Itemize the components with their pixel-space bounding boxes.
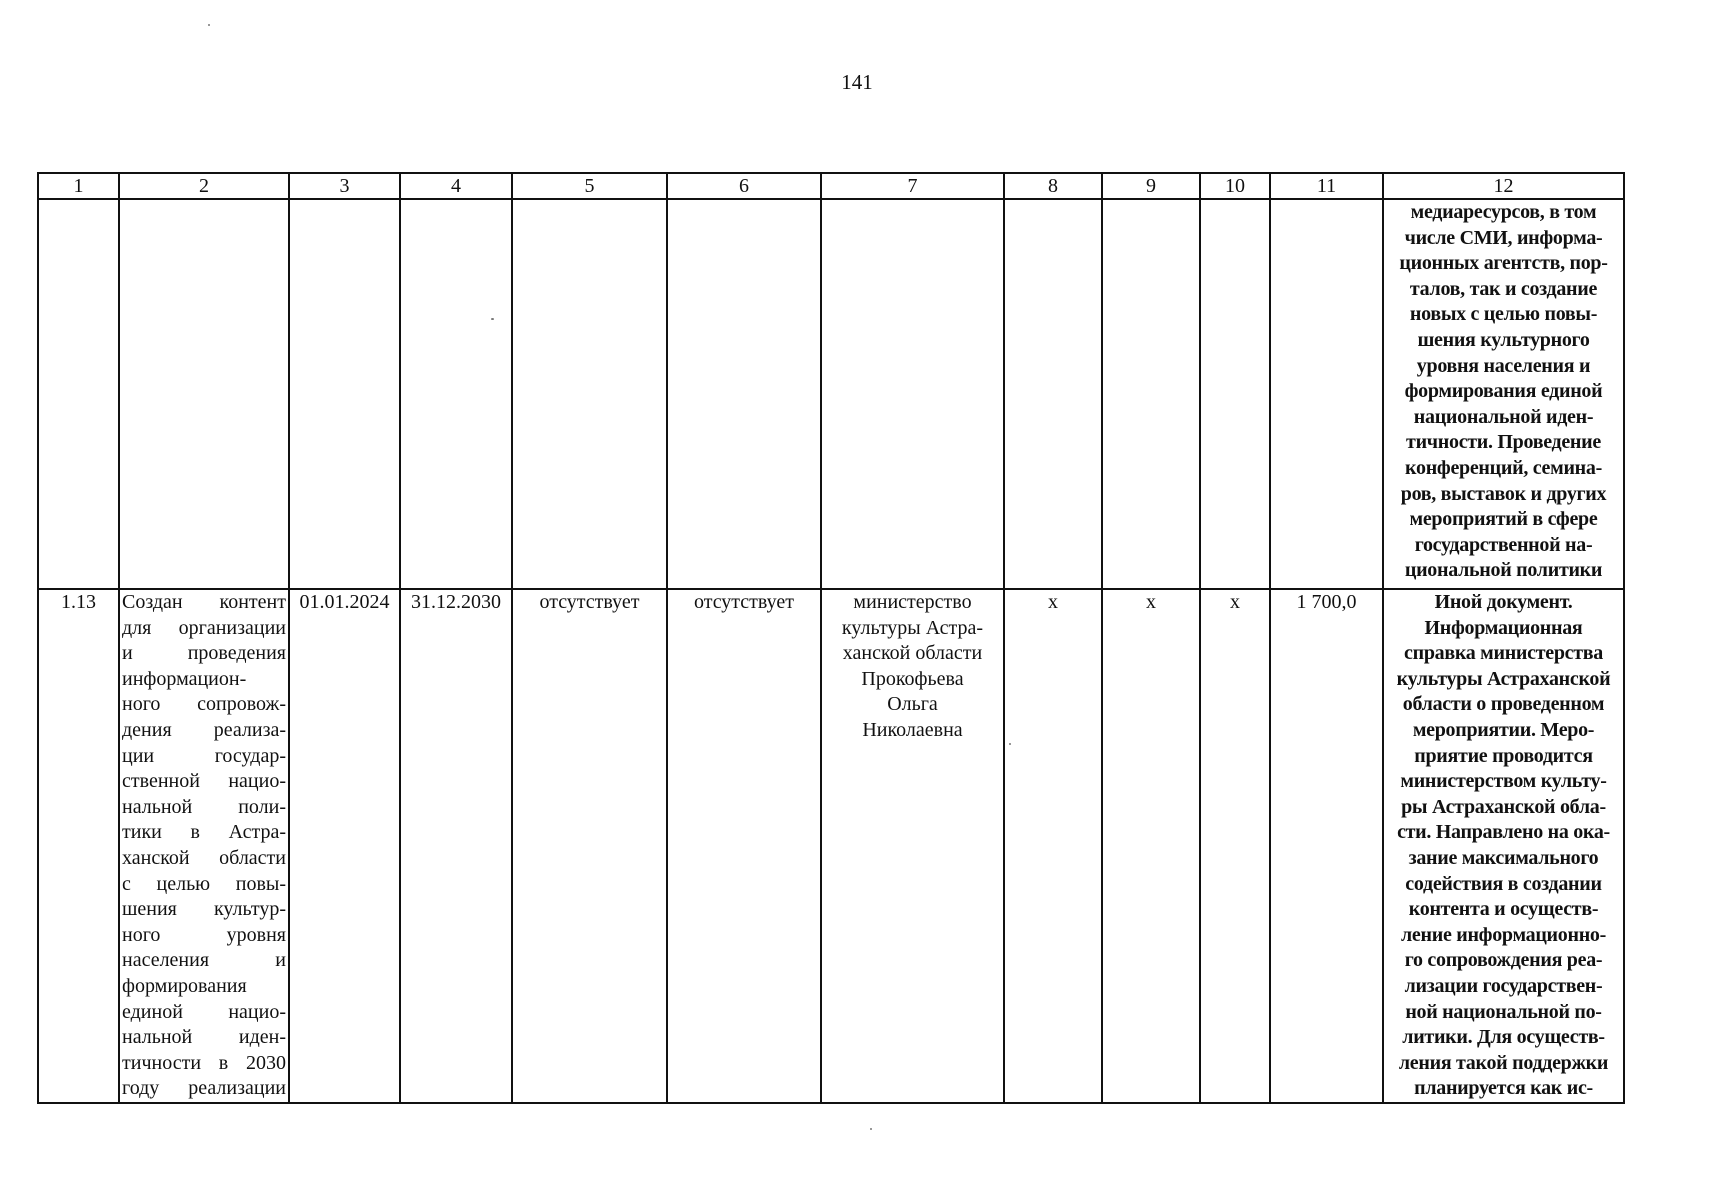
text-line: формирования (122, 974, 247, 997)
column-header-7: 7 (821, 173, 1004, 199)
column-header-6: 6 (667, 173, 821, 199)
continuation-row (38, 199, 1624, 589)
scan-speck (1009, 743, 1011, 745)
text-line: зание максимального (1408, 846, 1599, 869)
cont-cell-2 (119, 199, 289, 589)
column-number-row (38, 173, 1624, 199)
text-line: планируется как ис- (1414, 1077, 1593, 1100)
text-line: дения реализа- (122, 718, 286, 741)
scan-speck (208, 24, 210, 26)
text-line: Ольга (887, 693, 938, 716)
text-line: и проведения (122, 642, 286, 665)
plan-table (37, 172, 1625, 1104)
text-line: справка министерства (1404, 642, 1603, 665)
cont-cell-10 (1200, 199, 1270, 589)
text-line: национальной иден- (1413, 405, 1594, 428)
text-line: формирования единой (1404, 380, 1603, 403)
cont-cell-6 (667, 199, 821, 589)
text-line: Информационная (1424, 616, 1583, 639)
cont-cell-1 (38, 199, 119, 589)
text-line: ции государ- (122, 744, 286, 767)
column-header-4: 4 (400, 173, 512, 199)
text-line: Иной документ. (1434, 591, 1573, 613)
text-line: мероприятий в сфере (1409, 508, 1598, 531)
text-line: шения культурного (1417, 328, 1590, 351)
column-header-8: 8 (1004, 173, 1102, 199)
text-line: числе СМИ, информа- (1404, 226, 1603, 249)
text-line: информацион- (122, 667, 247, 690)
text-line: ления такой поддержки (1398, 1051, 1609, 1074)
text-line: медиаресурсов, в том (1410, 201, 1597, 223)
text-line: Николаевна (862, 718, 963, 741)
result-name-cell (119, 589, 289, 1103)
page-number: 141 (841, 70, 873, 94)
text-line: приятие проводится (1414, 744, 1593, 767)
cont-cell-4 (400, 199, 512, 589)
text-line: населения и (122, 949, 286, 972)
budget-value: 1 700,0 (1270, 589, 1383, 1103)
text-line: контента и осуществ- (1408, 898, 1599, 921)
text-line: ры Астраханской обла- (1401, 795, 1606, 818)
text-line: тики в Астра- (122, 821, 286, 844)
text-line: ление информационно- (1401, 923, 1606, 946)
text-line: тичности. Проведение (1406, 431, 1601, 454)
text-line: ного сопровож- (122, 693, 286, 716)
cont-cell-5 (512, 199, 667, 589)
text-line: ственной нацио- (122, 770, 286, 793)
col5-value: отсутствует (512, 589, 667, 1103)
text-line: для организации (122, 616, 286, 639)
col10-value: х (1200, 589, 1270, 1103)
text-line: министерством культу- (1400, 770, 1607, 793)
text-line: министерство (853, 591, 972, 613)
text-line: единой нацио- (122, 1000, 286, 1023)
text-line: Прокофьева (861, 667, 964, 690)
text-line: литики. Для осуществ- (1402, 1026, 1605, 1049)
column-header-3: 3 (289, 173, 400, 199)
text-line: государственной на- (1414, 533, 1593, 556)
column-header-12: 12 (1383, 173, 1624, 199)
description-cell (1383, 589, 1624, 1103)
text-line: го сопровождения реа- (1404, 949, 1603, 972)
text-line: культуры Астра- (841, 616, 984, 639)
text-line: уровня населения и (1416, 354, 1591, 377)
text-line: сти. Направлено на ока- (1397, 821, 1610, 844)
text-line: ров, выставок и других (1400, 482, 1607, 505)
text-line: лизации государствен- (1404, 974, 1603, 997)
column-header-11: 11 (1270, 173, 1383, 199)
text-line: ного уровня (122, 923, 286, 946)
column-header-2: 2 (119, 173, 289, 199)
text-line: Создан контент (122, 591, 286, 613)
scan-speck (870, 1128, 872, 1130)
text-line: ханской области (842, 642, 983, 665)
text-line: нальной поли- (122, 795, 286, 818)
text-line: содействия в создании (1405, 872, 1602, 895)
cont-cell-9 (1102, 199, 1200, 589)
text-line: талов, так и создание (1409, 277, 1598, 300)
cont-cell-12-description (1383, 199, 1624, 589)
col8-value: х (1004, 589, 1102, 1103)
text-line: новых с целью повы- (1409, 303, 1598, 326)
text-line: с целью повы- (122, 872, 286, 895)
end-date: 31.12.2030 (400, 589, 512, 1103)
col6-value: отсутствует (667, 589, 821, 1103)
responsible-cell (821, 589, 1004, 1103)
col9-value: х (1102, 589, 1200, 1103)
text-line: ционных агентств, пор- (1399, 252, 1608, 275)
text-line: году реализации (122, 1077, 286, 1100)
text-line: культуры Астраханской (1396, 667, 1611, 690)
text-line: тичности в 2030 (122, 1051, 286, 1074)
row-number: 1.13 (38, 589, 119, 1103)
cont-cell-3 (289, 199, 400, 589)
cont-cell-8 (1004, 199, 1102, 589)
text-line: ханской области (122, 846, 286, 869)
text-line: конференций, семина- (1405, 456, 1602, 479)
cont-cell-7 (821, 199, 1004, 589)
column-header-9: 9 (1102, 173, 1200, 199)
text-line: мероприятии. Меро- (1412, 718, 1595, 741)
scan-speck (491, 318, 494, 320)
text-line: нальной иден- (122, 1026, 286, 1049)
text-line: циональной политики (1404, 559, 1603, 582)
text-line: шения культур- (122, 898, 286, 921)
column-header-5: 5 (512, 173, 667, 199)
text-line: ной национальной по- (1405, 1000, 1602, 1023)
row-1-13 (38, 589, 1624, 1103)
column-header-10: 10 (1200, 173, 1270, 199)
column-header-1: 1 (38, 173, 119, 199)
text-line: области о проведенном (1402, 693, 1605, 716)
start-date: 01.01.2024 (289, 589, 400, 1103)
cont-cell-11 (1270, 199, 1383, 589)
